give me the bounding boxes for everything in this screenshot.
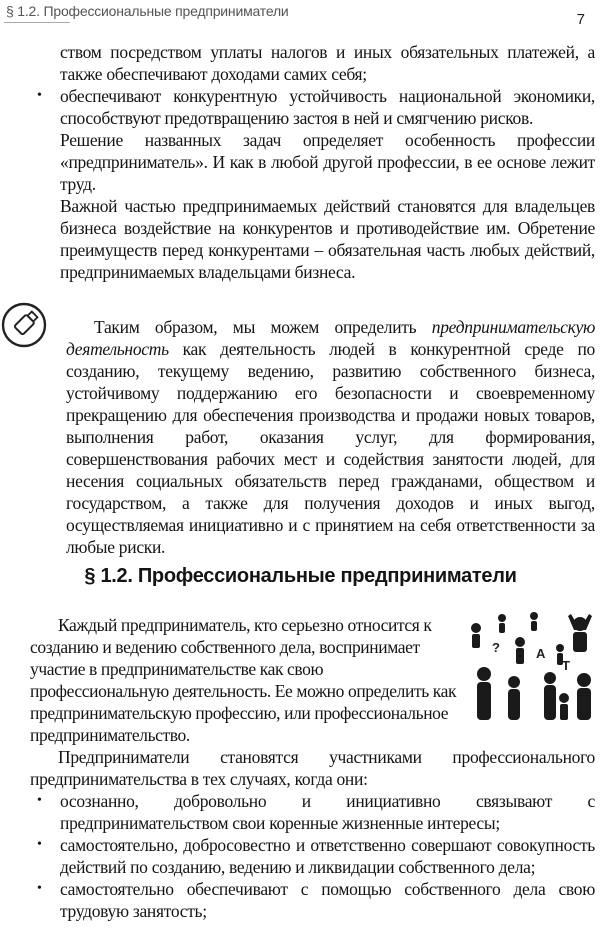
definition-term: предпринимательскую деятельность [66,316,595,359]
running-header [0,0,601,30]
bullet-list-top [30,85,595,129]
svg-text:?: ? [492,640,500,655]
list-item: • осознанно, добровольно и инициативно связывают с предпринимательством свои коренные жизненные интересы; [30,790,595,834]
top-block [30,41,595,283]
definition-body: как деятельность людей в конкурентной среде по созданию, текущему ведению, развитию собственного бизнеса, устойчивому поддержанию его безопасности и своевременному прекращению для обеспечения производства и продажи новых товаров, выполнения работ, оказания услуг, для формирования, совершенствования рабочих мест и содействия занятости людей, для несения социальных обязательств перед гражданами, обществом и государством, а также для получения доходов и иных выгод, осуществляемая инициативно и с принятием на себя ответственности за любые риски. [66,338,595,557]
running-header-title: § 1.2. Профессиональные предприниматели [6,3,289,19]
svg-text:T: T [562,658,570,673]
lower-block [30,746,595,922]
list-item: • обеспечивают конкурентную устойчивость национальной экономики, способствуют предотвращению застоя в ней и смягчению рисков. [30,85,595,129]
section-intro [30,614,460,746]
paragraph: Решение названных задач определяет особенность профессии «предприниматель». И как в любой другой профессии, в ее основе лежит труд. [60,130,595,194]
section-intro-text: Каждый предприниматель, кто серьезно относится к созданию и ведению собственного дела, воспринимает участие в предпринимательстве как свою профессиональную деятельность. Ее можно определить как предпринимательскую профессию, или профессиональное предпринимательство. [30,615,457,745]
definition-lead: Таким образом, мы можем определить [94,316,432,337]
paragraph: Важной частью предпринимаемых действий становятся для владельцев бизнеса воздействие на конкурентов и противодействие им. Обретение преимуществ перед конкурентами – обязательная часть любых действий, предпринимаемых владельцами бизнеса. [60,196,595,282]
paragraph: Предприниматели становятся участниками профессионального предпринимательства в тех случаях, когда они: [30,747,595,789]
page-number: 7 [576,11,585,28]
continued-bullet-text: ством посредством уплаты налогов и иных обязательных платежей, а также обеспечивают доходами самих себя; [60,42,595,84]
bullet-list-bottom [30,790,595,922]
usb-flash-drive-icon [0,300,50,350]
definition-paragraph [66,316,595,558]
list-item: • самостоятельно обеспечивают с помощью собственного дела свою трудовую занятость; [30,878,595,922]
people-illustration-icon [462,608,598,724]
list-item: • самостоятельно, добросовестно и ответственно совершают совокупность действий по созданию, ведению и ликвидации собственного дела; [30,834,595,878]
svg-text:A: A [536,646,546,661]
header-rule [4,22,70,23]
section-heading: § 1.2. Профессиональные предприниматели [84,565,517,587]
